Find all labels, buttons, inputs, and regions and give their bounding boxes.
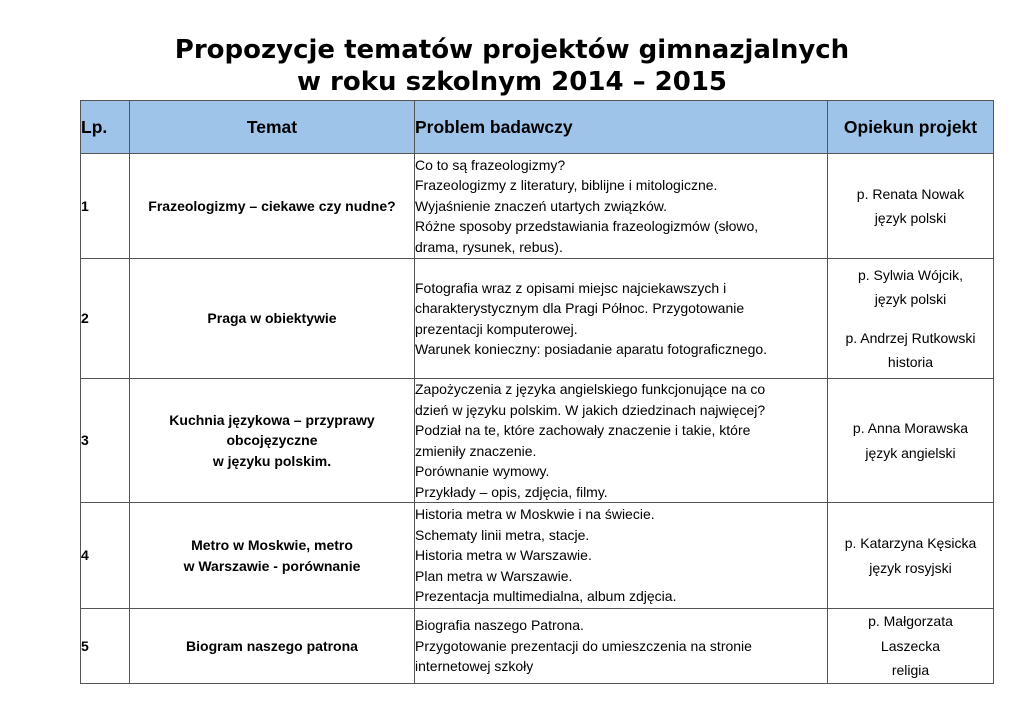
cell-lp: 1 xyxy=(81,154,130,259)
cell-opiekun-line: religia xyxy=(891,662,930,678)
cell-problem-line: Warunek konieczny: posiadanie aparatu fotograficznego. xyxy=(415,341,768,357)
cell-temat xyxy=(130,609,415,684)
header-lp: Lp. xyxy=(81,101,130,154)
cell-problem-line: Plan metra w Warszawie. xyxy=(415,567,573,584)
cell-problem-line: prezentacji komputerowej. xyxy=(415,320,578,337)
header-temat: Temat xyxy=(130,101,415,154)
cell-temat xyxy=(130,154,415,259)
cell-problem-line: Podział na te, które zachowały znaczenie i takie, które xyxy=(415,422,751,438)
cell-problem-line: Historia metra w Warszawie. xyxy=(415,547,592,564)
cell-opiekun-line: język polski xyxy=(874,210,947,226)
cell-problem-line: Prezentacja multimedialna, album zdjęcia. xyxy=(415,588,677,605)
cell-problem xyxy=(415,379,828,503)
cell-temat xyxy=(130,259,415,379)
cell-lp: 2 xyxy=(81,259,130,379)
table-header-row xyxy=(81,101,994,154)
cell-problem xyxy=(415,503,828,609)
cell-opiekun-line: język polski xyxy=(874,291,947,307)
cell-opiekun-line: p. Andrzej Rutkowski xyxy=(845,329,976,346)
cell-temat-line: w języku polskim. xyxy=(212,452,332,469)
table-row xyxy=(81,259,994,379)
header-opiekun: Opiekun projekt xyxy=(828,101,994,154)
cell-temat-line: w Warszawie - porównanie xyxy=(183,557,361,574)
cell-problem-line: Co to są frazeologizmy? xyxy=(415,156,566,173)
cell-problem-line: Przygotowanie prezentacji do umieszczenia na stronie xyxy=(415,637,752,654)
cell-problem-line: Różne sposoby przedstawiania frazeologizmów (słowo, xyxy=(415,218,759,235)
cell-temat xyxy=(130,503,415,609)
cell-problem xyxy=(415,609,828,684)
projects-table xyxy=(80,100,994,684)
cell-problem-line: Frazeologizmy z literatury, biblijne i mitologiczne. xyxy=(415,177,718,194)
cell-problem-line: Biografia naszego Patrona. xyxy=(415,617,584,633)
cell-problem-line: internetowej szkoły xyxy=(415,658,534,674)
cell-opiekun-line: p. Małgorzata xyxy=(868,613,953,629)
cell-problem-line: Porównanie wymowy. xyxy=(415,463,550,479)
cell-temat-line: Praga w obiektywie xyxy=(207,310,337,327)
cell-opiekun-line: p. Katarzyna Kęsicka xyxy=(844,535,977,551)
cell-opiekun xyxy=(828,259,994,379)
document-title xyxy=(0,34,1024,98)
cell-problem-line: charakterystycznym dla Pragi Północ. Przygotowanie xyxy=(415,300,745,316)
cell-problem xyxy=(415,259,828,379)
cell-temat xyxy=(130,379,415,503)
cell-opiekun xyxy=(828,503,994,609)
cell-problem-line: Historia metra w Moskwie i na świecie. xyxy=(415,506,655,523)
table-row xyxy=(81,503,994,609)
cell-problem xyxy=(415,154,828,259)
cell-temat-line: Kuchnia językowa – przyprawy xyxy=(169,411,375,428)
cell-problem-line: dzień w języku polskim. W jakich dziedzinach najwięcej? xyxy=(415,401,766,418)
title-line-2: w roku szkolnym 2014 – 2015 xyxy=(296,67,727,97)
cell-opiekun-line xyxy=(828,312,993,326)
header-problem: Problem badawczy xyxy=(415,101,828,154)
cell-problem-line: Wyjaśnienie znaczeń utartych związków. xyxy=(415,197,667,214)
cell-problem-line: Schematy linii metra, stacje. xyxy=(415,526,590,543)
cell-problem-line: Fotografia wraz z opisami miejsc najciekawszych i xyxy=(415,279,727,296)
cell-problem-line: Zapożyczenia z języka angielskiego funkcjonujące na co xyxy=(415,381,766,397)
table-row xyxy=(81,609,994,684)
cell-temat-line: Biogram naszego patrona xyxy=(186,637,358,654)
cell-temat-line: Frazeologizmy – ciekawe czy nudne? xyxy=(148,197,396,214)
title-line-1: Propozycje tematów projektów gimnazjalnych xyxy=(174,35,850,65)
cell-temat-line: obcojęzyczne xyxy=(226,432,318,449)
cell-problem-line: drama, rysunek, rebus). xyxy=(415,238,563,255)
cell-opiekun-line: Laszecka xyxy=(880,637,941,654)
cell-problem-line: zmieniły znaczenie. xyxy=(415,442,537,459)
cell-lp: 3 xyxy=(81,379,130,503)
cell-opiekun xyxy=(828,154,994,259)
cell-opiekun xyxy=(828,379,994,503)
cell-opiekun-line: język angielski xyxy=(865,444,956,461)
cell-opiekun xyxy=(828,609,994,684)
cell-temat-line: Metro w Moskwie, metro xyxy=(191,537,353,553)
cell-opiekun-line: p. Renata Nowak xyxy=(856,185,965,202)
cell-opiekun-line: p. Sylwia Wójcik, xyxy=(857,266,964,283)
cell-lp: 4 xyxy=(81,503,130,609)
cell-opiekun-line: język rosyjski xyxy=(869,559,952,576)
cell-opiekun-line: historia xyxy=(887,354,934,370)
table-row xyxy=(81,379,994,503)
cell-opiekun-line: p. Anna Morawska xyxy=(852,420,969,436)
cell-lp: 5 xyxy=(81,609,130,684)
table-row xyxy=(81,154,994,259)
cell-problem-line: Przykłady – opis, zdjęcia, filmy. xyxy=(415,483,608,500)
